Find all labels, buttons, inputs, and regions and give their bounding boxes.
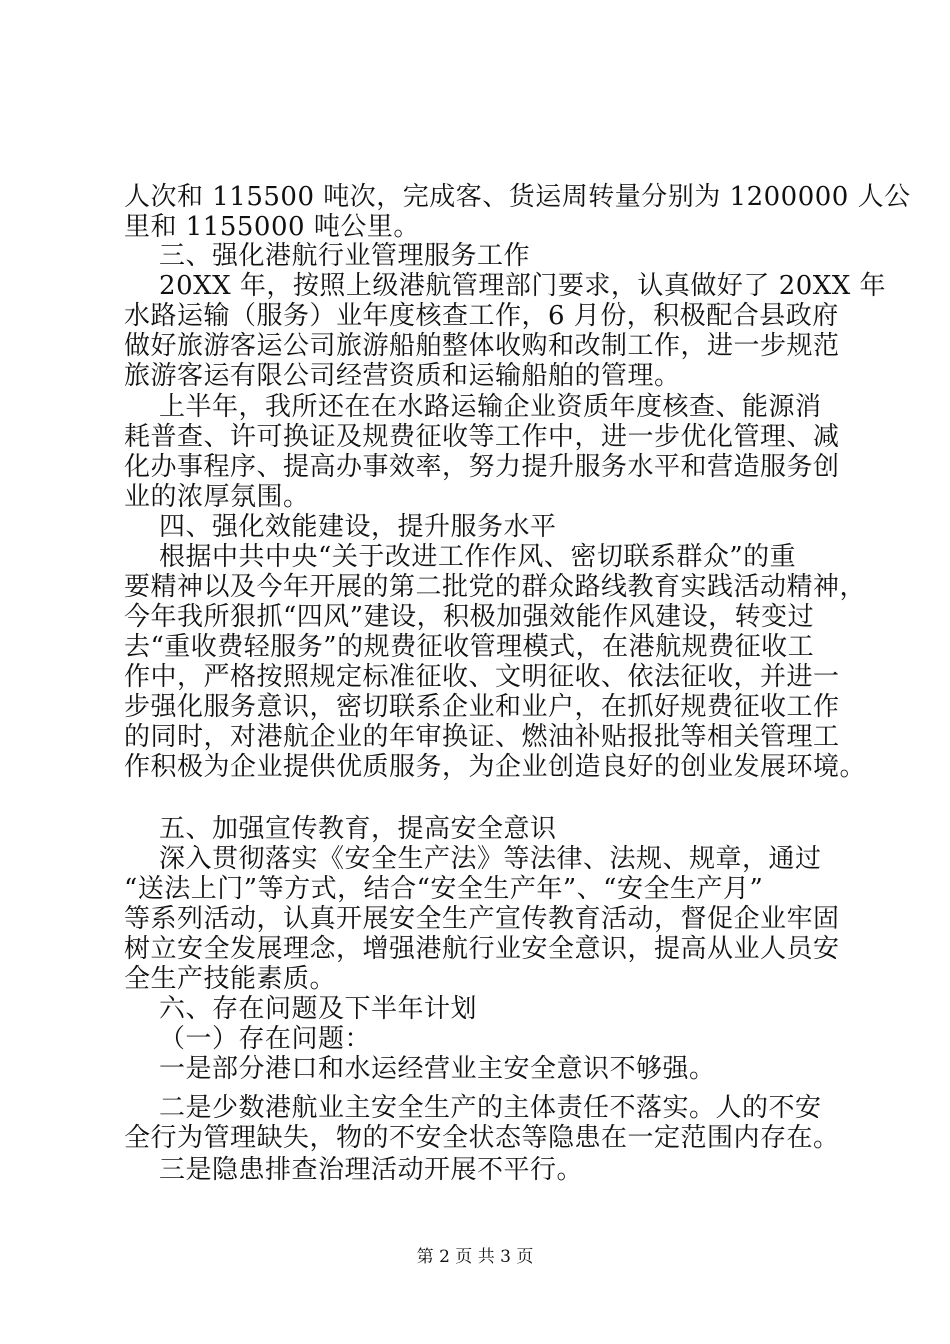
paragraph-line: 二是少数港航业主安全生产的主体责任不落实。人的不安: [124, 1093, 822, 1123]
paragraph-line: 根据中共中央“关于改进工作作风、密切联系群众”的重: [124, 542, 797, 572]
paragraph-line: 做好旅游客运公司旅游船舶整体收购和改制工作，进一步规范: [124, 331, 840, 361]
paragraph-line: 全行为管理缺失，物的不安全状态等隐患在一定范围内存在。: [124, 1123, 840, 1153]
paragraph-line: 20XX 年，按照上级港航管理部门要求，认真做好了 20XX 年: [124, 271, 887, 301]
paragraph-line: 一是部分港口和水运经营业主安全意识不够强。: [124, 1054, 716, 1084]
paragraph-line: 树立安全发展理念，增强港航行业安全意识，提高从业人员安: [124, 934, 840, 964]
paragraph-line: 里和 1155000 吨公里。: [124, 212, 420, 242]
section-heading: 四、强化效能建设，提升服务水平: [124, 512, 557, 542]
paragraph-line: 作中，严格按照规定标准征收、文明征收、依法征收，并进一: [124, 662, 840, 692]
paragraph-line: 全生产技能素质。: [124, 964, 337, 994]
paragraph-line: 去“重收费轻服务”的规费征收管理模式，在港航规费征收工: [124, 632, 815, 662]
paragraph-line: 深入贯彻落实《安全生产法》等法律、法规、规章，通过: [124, 844, 822, 874]
paragraph-line: 今年我所狠抓“四风”建设，积极加强效能作风建设，转变过: [124, 602, 815, 632]
page-footer: 第 2 页 共 3 页: [416, 1247, 534, 1267]
paragraph-line: “送法上门”等方式，结合“安全生产年”、“安全生产月”: [124, 874, 764, 904]
paragraph-line: 三是隐患排查治理活动开展不平行。: [124, 1155, 584, 1185]
paragraph-line: 的同时，对港航企业的年审换证、燃油补贴报批等相关管理工: [124, 722, 840, 752]
paragraph-line: 步强化服务意识，密切联系企业和业户，在抓好规费征收工作: [124, 692, 840, 722]
paragraph-line: 上半年，我所还在在水路运输企业资质年度核查、能源消: [124, 392, 822, 422]
paragraph-line: 旅游客运有限公司经营资质和运输船舶的管理。: [124, 361, 681, 391]
paragraph-line: 耗普查、许可换证及规费征收等工作中，进一步优化管理、减: [124, 422, 840, 452]
paragraph-line: 要精神以及今年开展的第二批党的群众路线教育实践活动精神，: [124, 572, 867, 602]
section-heading: 六、存在问题及下半年计划: [124, 994, 478, 1024]
section-heading: 五、加强宣传教育，提高安全意识: [124, 814, 557, 844]
paragraph-line: 作积极为企业提供优质服务，为企业创造良好的创业发展环境。: [124, 752, 867, 782]
paragraph-line: 人次和 115500 吨次，完成客、货运周转量分别为 1200000 人公: [124, 182, 911, 212]
paragraph-line: 水路运输（服务）业年度核查工作，6 月份，积极配合县政府: [124, 301, 839, 331]
section-heading: 三、强化港航行业管理服务工作: [124, 241, 531, 271]
sub-heading: （一）存在问题：: [124, 1024, 372, 1054]
paragraph-line: 等系列活动，认真开展安全生产宣传教育活动，督促企业牢固: [124, 904, 840, 934]
paragraph-line: 业的浓厚氛围。: [124, 482, 310, 512]
paragraph-line: 化办事程序、提高办事效率，努力提升服务水平和营造服务创: [124, 452, 840, 482]
